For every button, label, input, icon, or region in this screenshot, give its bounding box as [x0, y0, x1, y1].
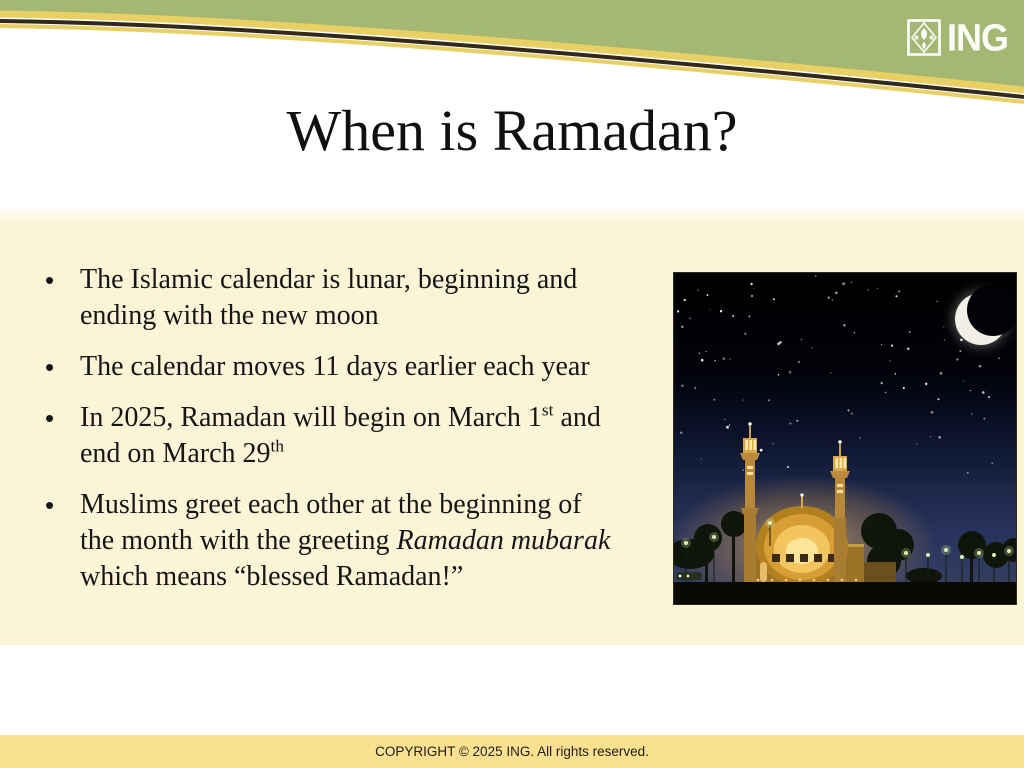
page-title: When is Ramadan? [286, 98, 738, 163]
mosque-silhouette [674, 404, 1017, 604]
islamic-star-icon [907, 19, 941, 56]
list-item [40, 400, 630, 472]
list-item [40, 262, 630, 334]
copyright-text: COPYRIGHT © 2025 ING. All rights reserved. [375, 744, 649, 759]
footer-bar [0, 735, 1024, 768]
list-item [40, 349, 630, 385]
bullet-list [40, 262, 630, 610]
bullet-icon: • [45, 265, 55, 295]
content-panel [0, 222, 1024, 645]
crescent-moon-shadow [967, 284, 1017, 336]
bullet-text: Muslims greet each other at the beginning of the month with the greeting Ramadan mubarak which means “blessed Ramadan!” [80, 489, 611, 592]
ground [674, 582, 1017, 604]
bullet-text: In 2025, Ramadan will begin on March 1st and end on March 29th [80, 400, 601, 469]
ing-logo [907, 15, 1008, 59]
mosque-night-photo [673, 272, 1017, 605]
ing-logo-text: ING [946, 15, 1008, 59]
bullet-icon: • [45, 352, 55, 382]
header-band [0, 0, 1024, 110]
bullet-text: The Islamic calendar is lunar, beginning and ending with the new moon [80, 264, 578, 331]
list-item [40, 487, 630, 595]
bullet-text: The calendar moves 11 days earlier each year [80, 351, 590, 382]
bullet-icon: • [45, 403, 55, 433]
bullet-icon: • [45, 490, 55, 520]
